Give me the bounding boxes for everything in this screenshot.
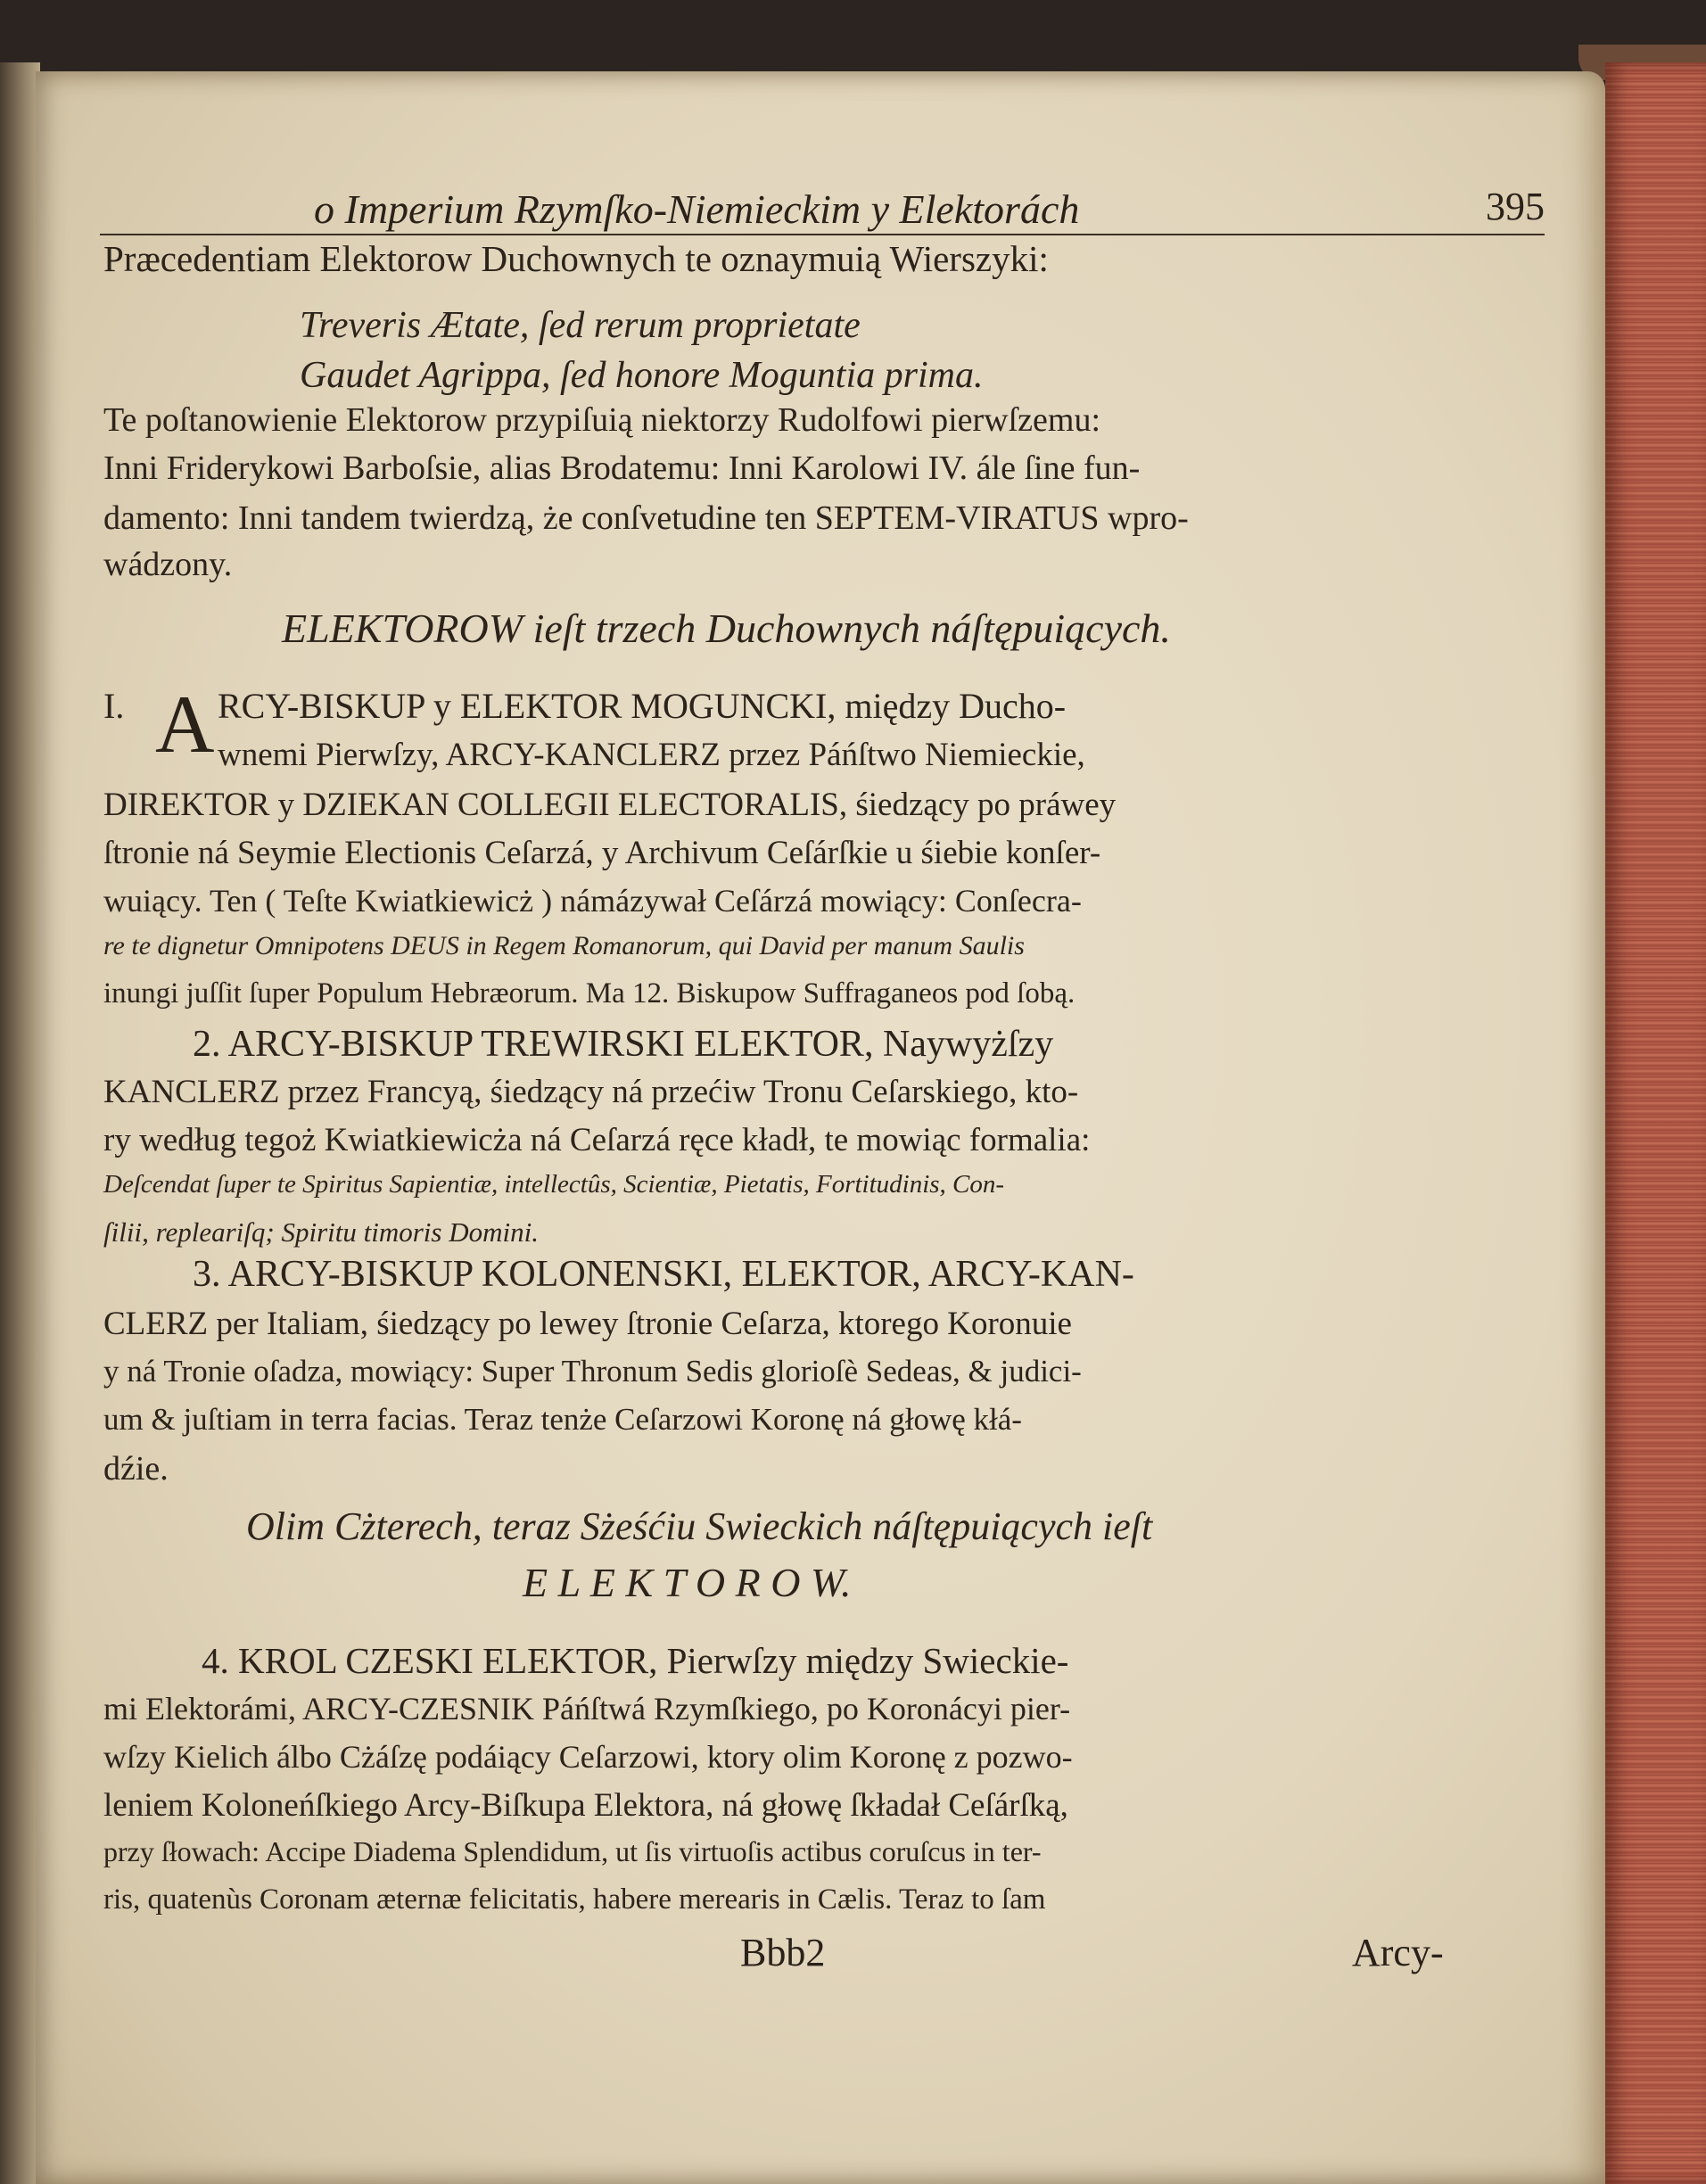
verse-line: Treveris Ætate, ſed rerum proprietate bbox=[300, 305, 861, 346]
text-line: 4. KROL CZESKI ELEKTOR, Pierwſzy między Swieckie- bbox=[202, 1640, 1069, 1681]
text-line: wuiący. Ten ( Teſte Kwiatkiewicż ) námázywał Ceſárzá mowiący: Conſecra- bbox=[103, 883, 1082, 919]
catchword: Arcy- bbox=[1352, 1931, 1444, 1974]
text-line: um & juſtiam in terra facias. Teraz tenże Ceſarzowi Koronę ná głowę kłá- bbox=[103, 1402, 1022, 1437]
text-line: Inni Friderykowi Barboſsie, alias Brodatemu: Inni Karolowi IV. ále ſine fun- bbox=[103, 449, 1141, 487]
text-line: leniem Koloneńſkiego Arcy-Biſkupa Elektora, ná głowę ſkładał Ceſárſką, bbox=[103, 1787, 1068, 1824]
signature-mark: Bbb2 bbox=[740, 1931, 826, 1974]
text-line: Præcedentiam Elektorow Duchownych te oznaymuią Wierszyki: bbox=[103, 238, 1049, 279]
section-heading: E L E K T O R O W. bbox=[523, 1560, 852, 1605]
section-heading: Olim Cżterech, teraz Sżeśćiu Swieckich náſtępuiących ieſt bbox=[246, 1504, 1153, 1548]
verse-line: Gaudet Agrippa, ſed honore Moguntia prima. bbox=[300, 355, 984, 396]
text-line: wſzy Kielich álbo Cżáſzę podáiący Ceſarzowi, ktory olim Koronę z pozwo- bbox=[103, 1739, 1073, 1775]
text-line: ry według tegoż Kwiatkiewicża ná Ceſarzá ręce kładł, te mowiąc formalia: bbox=[103, 1122, 1091, 1158]
text-line: DIREKTOR y DZIEKAN COLLEGII ELECTORALIS, śiedzący po práwey bbox=[103, 787, 1117, 823]
text-line: ſilii, repleariſq; Spiritu timoris Domini. bbox=[103, 1216, 539, 1248]
running-head bbox=[100, 184, 1545, 235]
text-line: Te poſtanowienie Elektorow przypiſuią niektorzy Rudolfowi pierwſzemu: bbox=[103, 401, 1101, 439]
text-line: KANCLERZ przez Francyą, śiedzący ná przećiw Tronu Ceſarskiego, kto- bbox=[103, 1074, 1079, 1110]
text-line: ſtronie ná Seymie Electionis Ceſarzá, y Archivum Ceſárſkie u śiebie konſer- bbox=[103, 835, 1101, 871]
text-line: ris, quatenùs Coronam æternæ felicitatis, habere merearis in Cælis. Teraz to ſam bbox=[103, 1883, 1046, 1916]
text-line: inungi juſſit ſuper Populum Hebræorum. Ma 12. Biskupow Suffraganeos pod ſobą. bbox=[103, 977, 1076, 1010]
text-line: 3. ARCY-BISKUP KOLONENSKI, ELEKTOR, ARCY-KAN- bbox=[193, 1254, 1134, 1295]
text-line: dźie. bbox=[103, 1450, 169, 1488]
item-number: I. bbox=[103, 686, 125, 726]
text-line: mi Elektorámi, ARCY-CZESNIK Páńſtwá Rzymſkiego, po Koronácyi pier- bbox=[103, 1691, 1071, 1727]
page-edges bbox=[1605, 62, 1706, 2184]
text-line: RCY-BISKUP y ELEKTOR MOGUNCKI, między Ducho- bbox=[218, 686, 1067, 726]
text-line: CLERZ per Italiam, śiedzący po lewey ſtronie Ceſarza, ktorego Koronuie bbox=[103, 1306, 1072, 1342]
book-gutter bbox=[0, 62, 40, 2184]
text-line: 2. ARCY-BISKUP TREWIRSKI ELEKTOR, Naywyżſzy bbox=[193, 1024, 1054, 1065]
text-line: wádzony. bbox=[103, 546, 233, 583]
page-number: 395 bbox=[1486, 185, 1545, 228]
text-line: y ná Tronie oſadza, mowiący: Super Thronum Sedis glorioſè Sedeas, & judici- bbox=[103, 1354, 1082, 1389]
text-line: wnemi Pierwſzy, ARCY-KANCLERZ przez Páńſtwo Niemieckie, bbox=[218, 737, 1085, 773]
text-line: damento: Inni tandem twierdzą, że conſvetudine ten SEPTEM-VIRATUS wpro- bbox=[103, 499, 1189, 537]
text-line: re te dignetur Omnipotens DEUS in Regem Romanorum, qui David per manum Saulis bbox=[103, 931, 1025, 960]
running-head-title: o Imperium Rzymſko-Niemieckim y Elektorách bbox=[314, 186, 1080, 232]
section-heading: ELEKTOROW ieſt trzech Duchownych náſtępuiących. bbox=[282, 606, 1171, 651]
text-line: Deſcendat ſuper te Spiritus Sapientiæ, intellectûs, Scientiæ, Pietatis, Fortitudinis, Con- bbox=[103, 1170, 1005, 1199]
drop-cap: A bbox=[155, 679, 215, 770]
text-line: przy ſłowach: Accipe Diadema Splendidum, ut ſis virtuoſis actibus coruſcus in ter- bbox=[103, 1835, 1042, 1867]
